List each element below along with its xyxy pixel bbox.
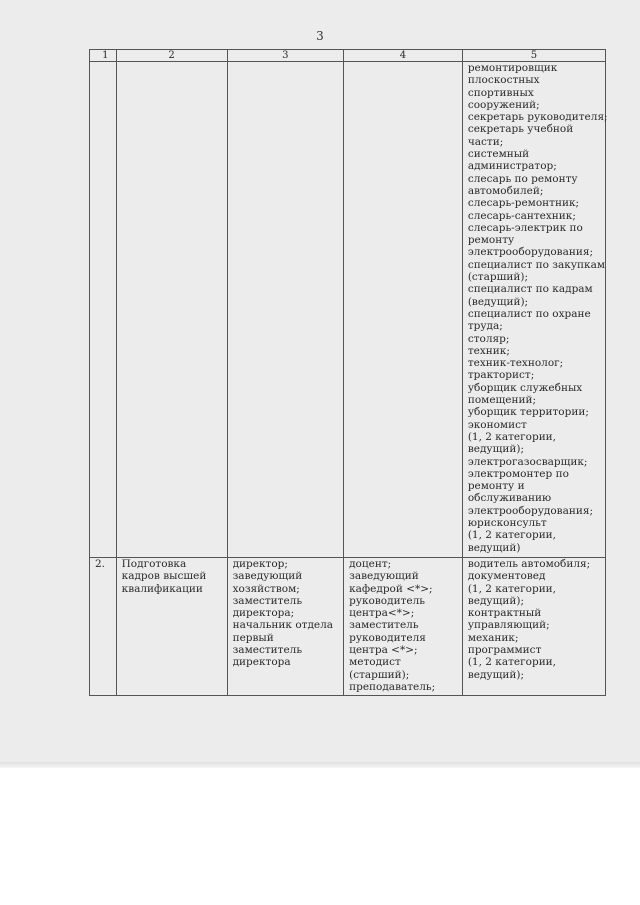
cell-line: кадров высшей [121, 570, 207, 583]
cell-activity [116, 558, 227, 696]
cell-line: помещений; [467, 394, 537, 407]
cell-line: слесарь-сантехник; [467, 209, 576, 222]
cell-line: заместитель [349, 619, 419, 632]
cell-line: доцент; [349, 558, 392, 570]
cell-line: (ведущий); [467, 295, 529, 308]
cell-line: заведующий [349, 570, 419, 583]
cell-line: электрогазосварщик; [467, 455, 588, 468]
cell-support-staff [462, 558, 605, 696]
cell-line: столяр; [467, 332, 510, 345]
cell-line: слесарь-электрик по [467, 221, 583, 234]
header-col-5: 5 [462, 50, 605, 62]
table-row-continuation [90, 62, 606, 558]
cell-line: тракторист; [467, 369, 535, 382]
cell-positions-list [462, 62, 608, 558]
cell-line: техник-технолог; [467, 357, 564, 370]
cell-line: слесарь-ремонтник; [467, 197, 580, 210]
cell-line: контрактный [467, 607, 542, 620]
header-col-3: 3 [227, 50, 344, 62]
cell-line: ведущий); [467, 443, 524, 456]
cell-line: (1, 2 категории, [467, 529, 557, 542]
cell-line: документовед [467, 570, 546, 583]
cell-line: сооружений; [467, 98, 540, 111]
header-col-2: 2 [116, 50, 227, 62]
cell-line: хозяйством; [232, 582, 300, 595]
cell-line: кафедрой <*>; [349, 582, 433, 595]
cell-num-empty [90, 62, 117, 558]
cell-col3-empty [227, 62, 344, 558]
cell-line: техник; [467, 344, 510, 357]
cell-line: водитель автомобиля; [467, 558, 591, 570]
cell-line: специалист по кадрам [467, 283, 593, 296]
staff-table [89, 49, 606, 696]
cell-line: ведущий) [467, 541, 521, 554]
cell-line: директор; [232, 558, 288, 570]
cell-teaching-staff [344, 558, 463, 696]
cell-line: слесарь по ремонту [467, 172, 578, 185]
cell-line: электрооборудования; [467, 246, 593, 259]
cell-line: (1, 2 категории, [467, 430, 557, 443]
cell-line: квалификации [121, 582, 203, 595]
cell-line: заместитель [232, 644, 303, 657]
cell-line: Подготовка [121, 558, 187, 570]
cell-line: экономист [467, 418, 527, 431]
cell-line: (1, 2 категории, [467, 582, 557, 595]
table-row-2 [90, 558, 606, 696]
cell-line: уборщик территории; [467, 406, 589, 419]
cell-line: механик; [467, 631, 519, 644]
cell-line: секретарь руководителя; [467, 111, 608, 124]
cell-line: (старший); [467, 271, 528, 284]
header-row [90, 50, 606, 62]
page-number: 3 [316, 29, 324, 43]
cell-line: электромонтер по [467, 467, 569, 480]
cell-line: специалист по охране [467, 307, 591, 320]
cell-col4-empty [344, 62, 463, 558]
cell-line: системный [467, 148, 530, 161]
cell-line: (1, 2 категории, [467, 656, 557, 669]
cell-line: руководитель [349, 594, 425, 607]
cell-line: методист [349, 656, 401, 669]
cell-line: управляющий; [467, 619, 550, 632]
cell-line: плоскостных [467, 74, 540, 87]
cell-line: центра<*>; [349, 607, 415, 620]
cell-line: директора; [232, 607, 295, 620]
cell-line: секретарь учебной [467, 123, 574, 136]
cell-line: уборщик служебных [467, 381, 583, 394]
cell-line: первый [232, 631, 274, 644]
header-col-1: 1 [90, 50, 117, 62]
cell-line: электрооборудования; [467, 504, 593, 517]
cell-line: ремонту [467, 234, 515, 247]
cell-line: директора [232, 656, 291, 669]
cell-line: администратор; [467, 160, 557, 173]
cell-line: ремонтировщик [467, 62, 558, 74]
cell-line: специалист по закупкам [467, 258, 605, 271]
cell-line: заведующий [232, 570, 303, 583]
cell-line: спортивных [467, 86, 534, 99]
cell-line: ремонту и [467, 480, 525, 493]
cell-line: руководителя [349, 631, 426, 644]
cell-line: автомобилей; [467, 184, 544, 197]
cell-management [227, 558, 344, 696]
cell-line: начальник отдела [232, 619, 334, 632]
cell-line: обслуживанию [467, 492, 552, 505]
cell-line: труда; [467, 320, 503, 333]
cell-line: юрисконсульт [467, 516, 547, 529]
cell-col2-empty [116, 62, 227, 558]
row-number: 2. [90, 558, 117, 696]
cell-line: (старший); [349, 668, 410, 681]
header-col-4: 4 [344, 50, 463, 62]
cell-line: ведущий); [467, 594, 524, 607]
cell-line: заместитель [232, 594, 303, 607]
cell-line: преподаватель; [349, 680, 436, 693]
cell-line: программист [467, 644, 542, 657]
cell-line: ведущий); [467, 668, 524, 681]
cell-line: центра <*>; [349, 644, 418, 657]
cell-line: части; [467, 135, 504, 148]
